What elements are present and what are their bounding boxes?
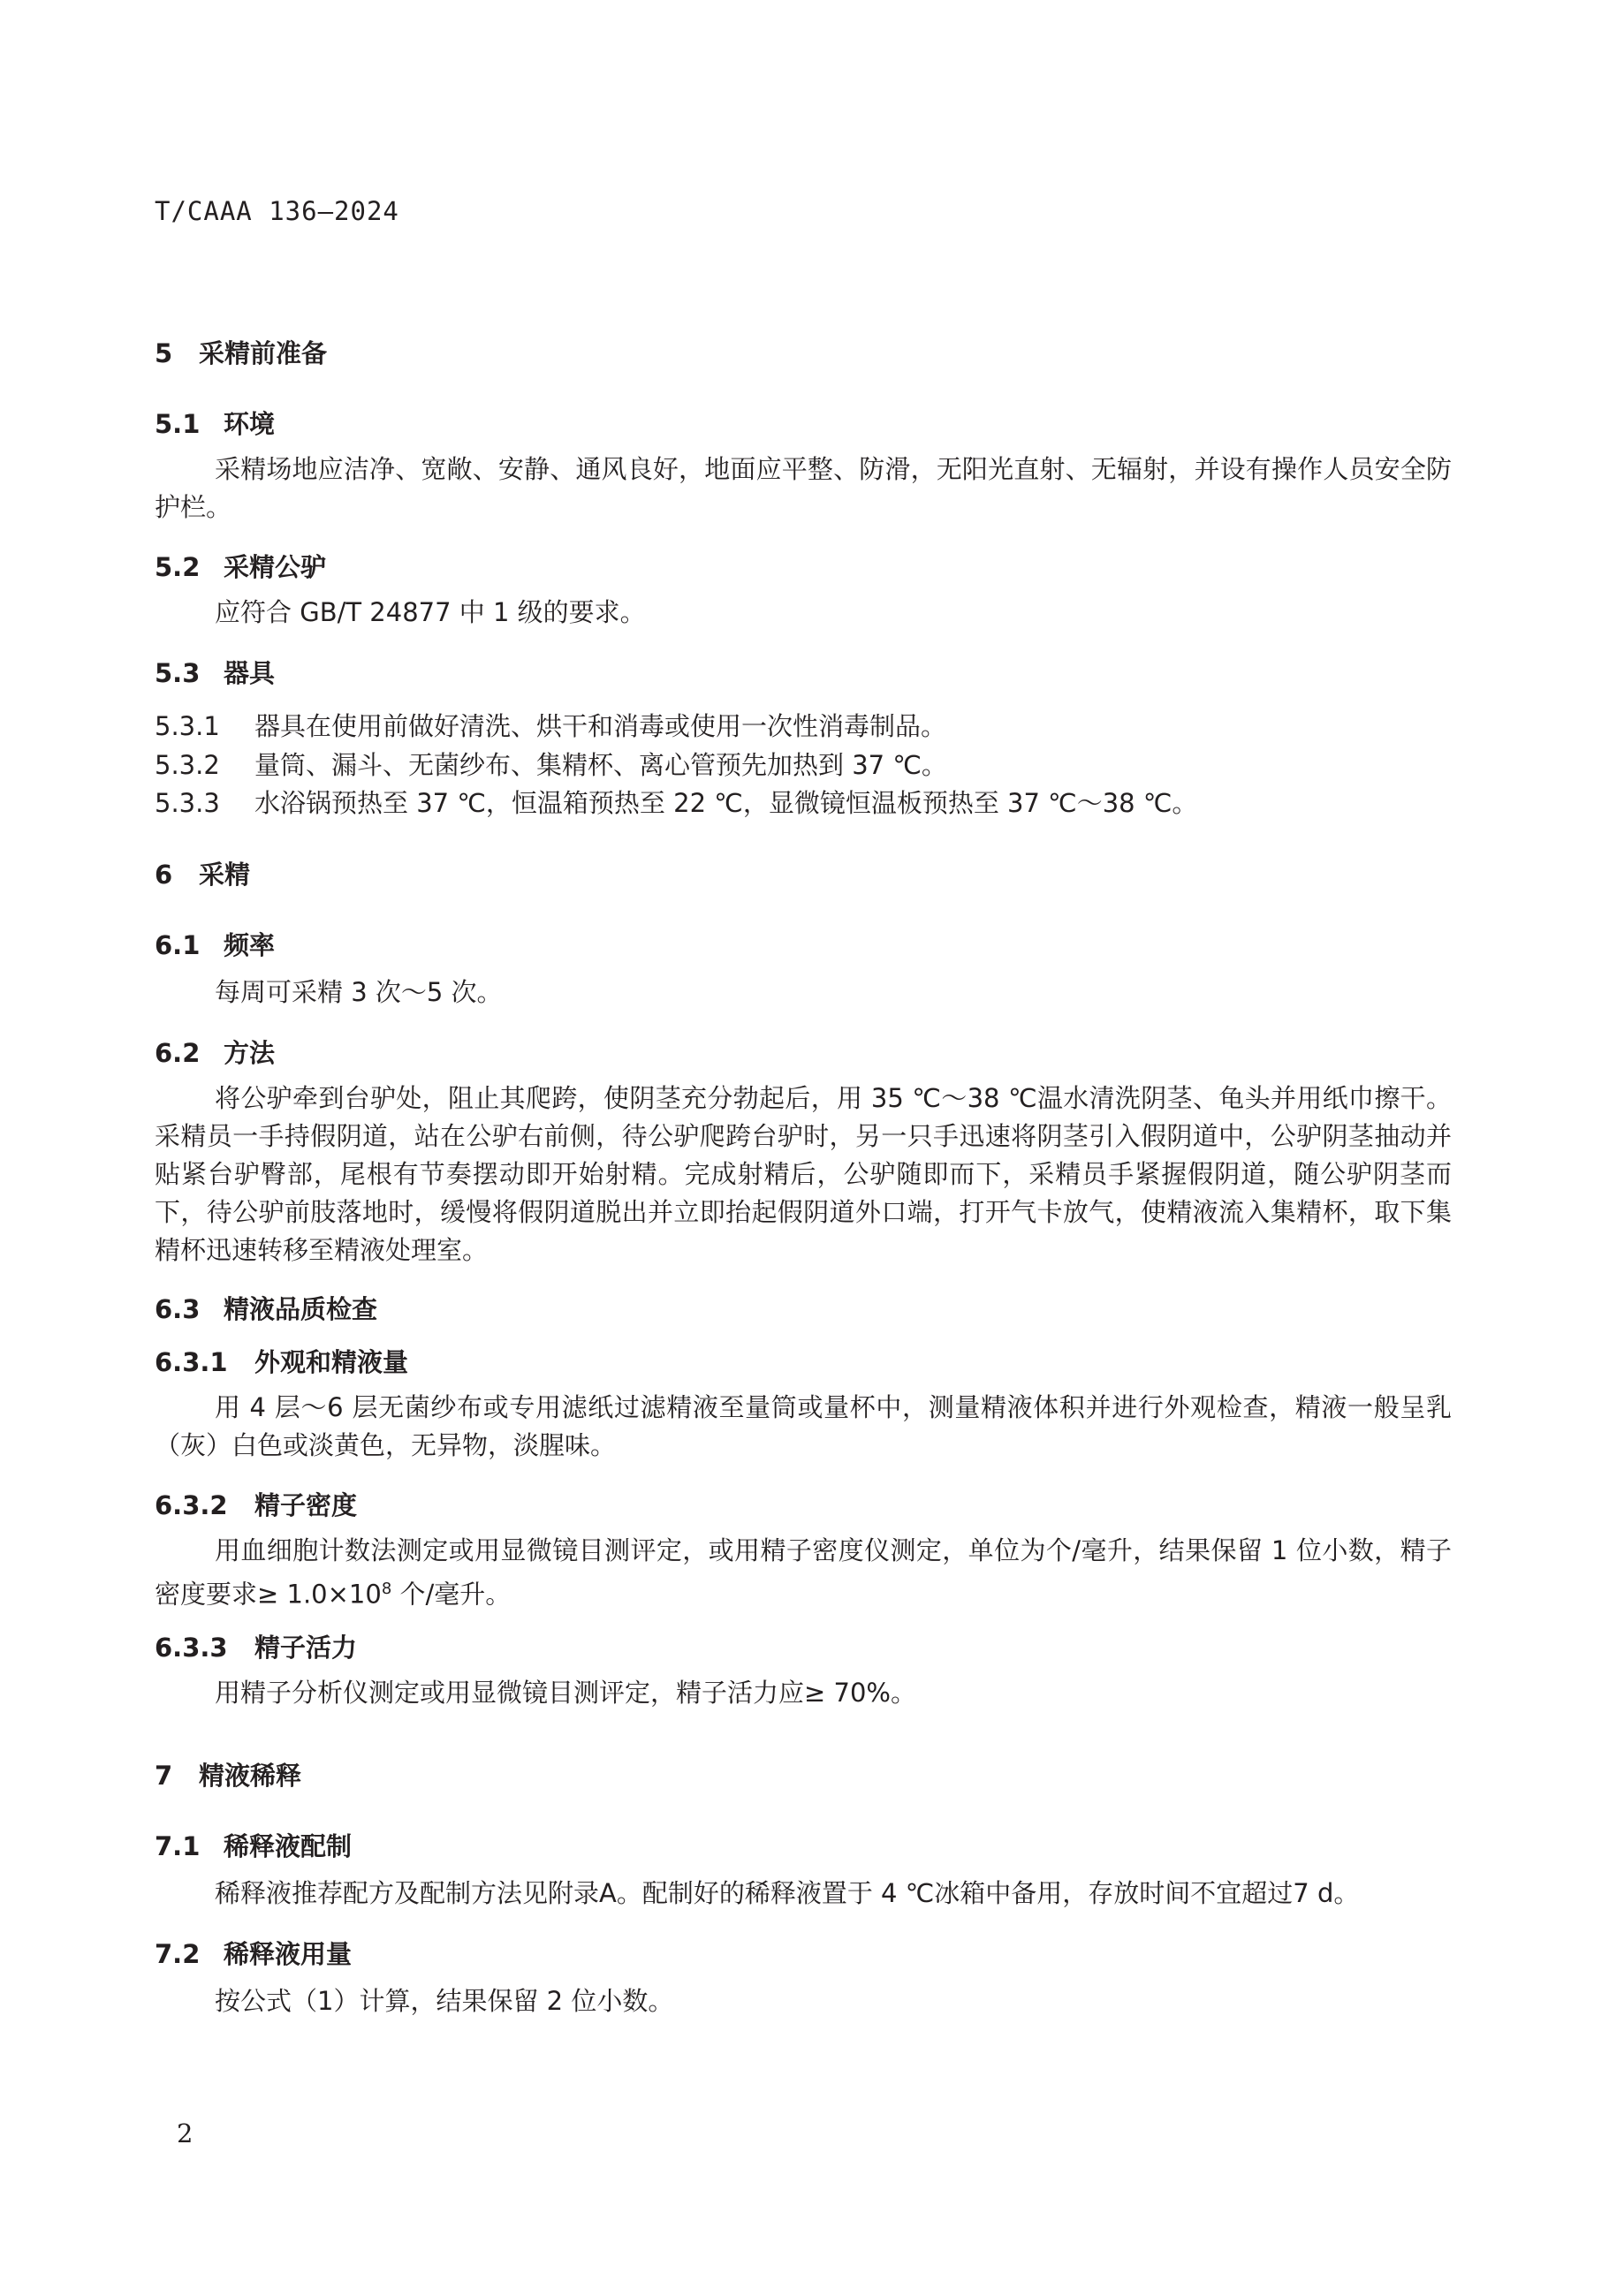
heading-number: 6.1 bbox=[155, 930, 201, 960]
heading-title: 频率 bbox=[224, 930, 276, 960]
heading-6-2 bbox=[155, 1034, 1452, 1070]
heading-5-2 bbox=[155, 548, 1452, 584]
heading-title: 稀释液配制 bbox=[224, 1831, 353, 1861]
paragraph-7-1: 稀释液推荐配方及配制方法见附录A。配制好的稀释液置于 4 ℃冰箱中备用，存放时间不宜超过7 d。 bbox=[215, 1878, 1360, 1908]
paragraph-text-end: 个/毫升。 bbox=[391, 1579, 512, 1610]
heading-6-3-3 bbox=[155, 1628, 1452, 1664]
heading-number: 6.2 bbox=[155, 1038, 201, 1068]
heading-title: 精子密度 bbox=[254, 1490, 358, 1520]
clause-5-3-1 bbox=[155, 707, 1452, 743]
heading-title: 精子活力 bbox=[254, 1633, 358, 1663]
heading-6 bbox=[155, 855, 1452, 891]
heading-number: 6.3.3 bbox=[155, 1633, 228, 1663]
exponent: 8 bbox=[381, 1580, 392, 1598]
clause-text: 器具在使用前做好清洗、烘干和消毒或使用一次性消毒制品。 bbox=[254, 711, 947, 741]
heading-title: 环境 bbox=[224, 409, 276, 439]
heading-number: 7.2 bbox=[155, 1939, 201, 1969]
heading-title: 精液品质检查 bbox=[224, 1294, 378, 1324]
heading-7-2 bbox=[155, 1935, 1452, 1971]
paragraph-6-1: 每周可采精 3 次～5 次。 bbox=[215, 977, 503, 1007]
heading-title: 稀释液用量 bbox=[224, 1939, 353, 1969]
heading-title: 精液稀释 bbox=[199, 1761, 302, 1791]
heading-title: 采精 bbox=[199, 860, 251, 890]
paragraph-5-2: 应符合 GB/T 24877 中 1 级的要求。 bbox=[215, 597, 646, 627]
heading-6-3-1 bbox=[155, 1343, 1452, 1379]
heading-number: 5.1 bbox=[155, 409, 201, 439]
heading-6-1 bbox=[155, 926, 1452, 962]
heading-number: 7 bbox=[155, 1761, 173, 1791]
heading-number: 5 bbox=[155, 338, 173, 368]
heading-title: 方法 bbox=[224, 1038, 276, 1068]
heading-number: 6.3.2 bbox=[155, 1490, 228, 1520]
clause-5-3-2 bbox=[155, 746, 1452, 782]
heading-6-3-2 bbox=[155, 1486, 1452, 1522]
clause-text: 水浴锅预热至 37 ℃，恒温箱预热至 22 ℃，显微镜恒温板预热至 37 ℃～38 ℃。 bbox=[254, 788, 1198, 818]
heading-number: 5.2 bbox=[155, 552, 201, 582]
heading-7 bbox=[155, 1756, 1452, 1792]
paragraph-6-2: 将公驴牵到台驴处，阻止其爬跨，使阴茎充分勃起后，用 35 ℃～38 ℃温水清洗阴茎、龟头并用纸巾擦干。采精员一手持假阴道，站在公驴右前侧，待公驴爬跨台驴时，另一只手迅速将阴茎引入假阴道中，公驴阴茎抽动并贴紧台驴臀部，尾根有节奏摆动即开始射精。完成射精后，公驴随即而下，采精员手紧握假阴道，随公驴阴茎而下，待公驴前肢落地时，缓慢将假阴道脱出并立即抬起假阴道外口端，打开气卡放气，使精液流入集精杯，取下集精杯迅速转移至精液处理室。 bbox=[155, 1083, 1452, 1265]
heading-5-3 bbox=[155, 654, 1452, 690]
heading-number: 6.3 bbox=[155, 1294, 201, 1324]
page-number: 2 bbox=[177, 2118, 194, 2148]
clause-text: 量筒、漏斗、无菌纱布、集精杯、离心管预先加热到 37 ℃。 bbox=[254, 750, 947, 780]
clause-number: 5.3.1 bbox=[155, 711, 220, 741]
heading-5-1 bbox=[155, 405, 1452, 441]
standard-code: T/CAAA 136—2024 bbox=[155, 196, 399, 226]
paragraph-7-2: 按公式（1）计算，结果保留 2 位小数。 bbox=[215, 1986, 674, 2016]
clause-number: 5.3.3 bbox=[155, 788, 220, 818]
paragraph-text: 用血细胞计数法测定或用显微镜目测评定，或用精子密度仪测定，单位为个/毫升，结果保留 1 位小数，精子密度要求≥ 1.0×10 bbox=[155, 1535, 1452, 1610]
paragraph-6-3-2 bbox=[155, 1532, 1452, 1614]
clause-number: 5.3.2 bbox=[155, 750, 220, 780]
heading-7-1 bbox=[155, 1827, 1452, 1863]
paragraph-5-1: 采精场地应洁净、宽敞、安静、通风良好，地面应平整、防滑，无阳光直射、无辐射，并设有操作人员安全防护栏。 bbox=[155, 454, 1452, 522]
heading-title: 采精公驴 bbox=[224, 552, 327, 582]
heading-title: 外观和精液量 bbox=[254, 1347, 409, 1377]
paragraph-6-3-1: 用 4 层～6 层无菌纱布或专用滤纸过滤精液至量筒或量杯中，测量精液体积并进行外观检查，精液一般呈乳（灰）白色或淡黄色，无异物，淡腥味。 bbox=[155, 1392, 1452, 1460]
heading-title: 器具 bbox=[224, 658, 276, 688]
heading-number: 7.1 bbox=[155, 1831, 201, 1861]
heading-number: 6 bbox=[155, 860, 173, 890]
heading-6-3 bbox=[155, 1290, 1452, 1326]
heading-number: 6.3.1 bbox=[155, 1347, 228, 1377]
clause-5-3-3 bbox=[155, 784, 1452, 820]
heading-title: 采精前准备 bbox=[199, 338, 328, 368]
heading-5 bbox=[155, 334, 1452, 370]
paragraph-6-3-3: 用精子分析仪测定或用显微镜目测评定，精子活力应≥ 70%。 bbox=[215, 1678, 916, 1708]
heading-number: 5.3 bbox=[155, 658, 201, 688]
